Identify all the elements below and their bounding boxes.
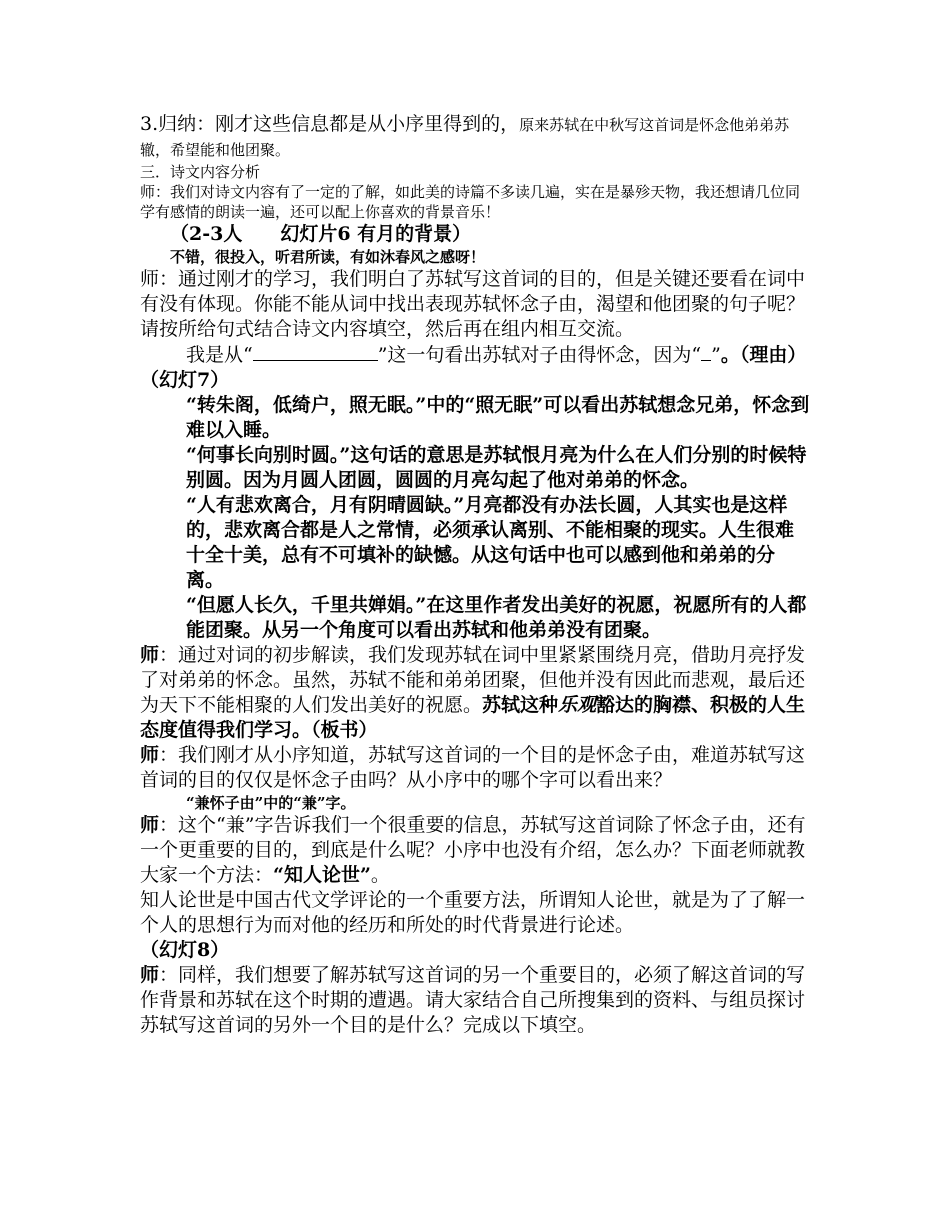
teacher-label: 师 — [140, 964, 160, 986]
fill-reason: 。（理由）（幻灯7） — [140, 344, 807, 391]
teacher-summary-paragraph — [140, 643, 812, 743]
fill-middle: ”这一句看出苏轼对子由得怀念，因为“ — [377, 344, 702, 366]
answer-paragraph-4: “但愿人长久，千里共婵娟。”在这里作者发出美好的祝愿，祝愿所有的人都能团聚。从另一个角度可以看出苏轼和他弟弟没有团聚。 — [186, 594, 807, 641]
section-heading: 三．诗文内容分析 — [140, 163, 261, 181]
teacher-task-text: ：同样，我们想要了解苏轼写这首词的另一个重要目的，必须了解这首词的写作背景和苏轼在这个时期的遭遇。请大家结合自己所搜集到的资料、与组员探讨苏轼写这首词的另外一个目的是什么？完成以下填空。 — [140, 964, 806, 1036]
teacher-label: 师 — [140, 814, 160, 836]
method-definition: 知人论世是中国古代文学评论的一个重要方法，所谓知人论世，就是为了了解一个人的思想行为而对他的经历和所处的时代背景进行论述。 — [140, 889, 806, 936]
slide-note-8: （幻灯8） — [140, 939, 230, 961]
teacher-method-text: ：这个“兼”字告诉我们一个很重要的信息，苏轼写这首词除了怀念子由，还有一个更重要的目的，到底是什么呢？小序中也没有介绍，怎么办？下面老师就教大家一个方法： — [140, 814, 806, 886]
teacher-question-2 — [140, 743, 812, 793]
teacher-task-paragraph — [140, 963, 812, 1038]
teacher-label: 师 — [140, 644, 160, 666]
fill-lead: 我是从“ — [186, 344, 253, 366]
answer-paragraph-1: “转朱阁，低绮户，照无眠。”中的“照无眠”可以看出苏轼想念兄弟，怀念到难以入睡。 — [186, 394, 810, 441]
answer-paragraph-3: “人有悲欢离合，月有阴晴圆缺。”月亮都没有办法长圆，人其实也是这样的，悲欢离合都是人之常情，必须承认离别、不能相聚的现实。人生很难十全十美，总有不可填补的缺憾。从这句话中也可以感到他和弟弟的分离。 — [186, 494, 795, 591]
fill-in-sentence — [140, 342, 812, 393]
teacher-question-paragraph: 师：通过刚才的学习，我们明白了苏轼写这首词的目的，但是关键还要看在词中有没有体现。你能不能从词中找出表现苏轼怀念子由，渴望和他团聚的句子呢？请按所给句式结合诗文内容填空，然后再在组内相互交流。 — [140, 268, 806, 340]
optimism-word: 乐观 — [558, 694, 597, 716]
answer-jian: “兼怀子由”中的“兼”字。 — [186, 794, 356, 812]
fill-blank-1 — [253, 342, 378, 361]
teacher-summary-bold-tail: 豁达的胸襟、积极的人生态度值得我们学习。（板书） — [140, 694, 806, 741]
teacher-method-paragraph — [140, 813, 812, 888]
method-period: 。 — [370, 864, 390, 886]
slide-note-6: （2-3人 幻灯片6 有月的背景） — [170, 223, 472, 245]
teacher-reading-paragraph: 师：我们对诗文内容有了一定的了解，如此美的诗篇不多读几遍，实在是暴殄天物，我还想请几位同学有感情的朗读一遍，还可以配上你喜欢的背景音乐！ — [140, 183, 801, 221]
fill-blank-2 — [701, 342, 711, 361]
praise-line: 不错，很投入，听君所读，有如沐春风之感呀！ — [170, 248, 486, 266]
fill-close-quote: ” — [711, 344, 721, 366]
answer-paragraph-2: “何事长向别时圆。”这句话的意思是苏轼恨月亮为什么在人们分别的时候特别圆。因为月圆人团圆，圆圆的月亮勾起了他对弟弟的怀念。 — [186, 444, 807, 491]
summary-lead: 3.归纳：刚才这些信息都是从小序里得到的， — [140, 113, 520, 135]
teacher-label: 师 — [140, 744, 160, 766]
teacher-question-2-text: ：我们刚才从小序知道，苏轼写这首词的一个目的是怀念子由，难道苏轼写这首词的目的仅仅是怀念子由吗？从小序中的哪个字可以看出来？ — [140, 744, 806, 791]
document-page — [140, 112, 812, 1038]
teacher-summary-text: ：通过对词的初步解读，我们发现苏轼在词中里紧紧围绕月亮，借助月亮抒发了对弟弟的怀念。虽然，苏轼不能和弟弟团聚，但他并没有因此而悲观，最后还为天下不能相聚的人们发出美好的祝愿。 — [140, 644, 806, 716]
teacher-summary-bold: 苏轼这种 — [482, 694, 559, 716]
method-name: “知人论世” — [273, 864, 371, 886]
summary-paragraph — [140, 112, 812, 162]
summary-body: 原来苏轼在中秋写这首词是怀念他弟弟苏辙，希望能和他团聚。 — [140, 116, 790, 159]
